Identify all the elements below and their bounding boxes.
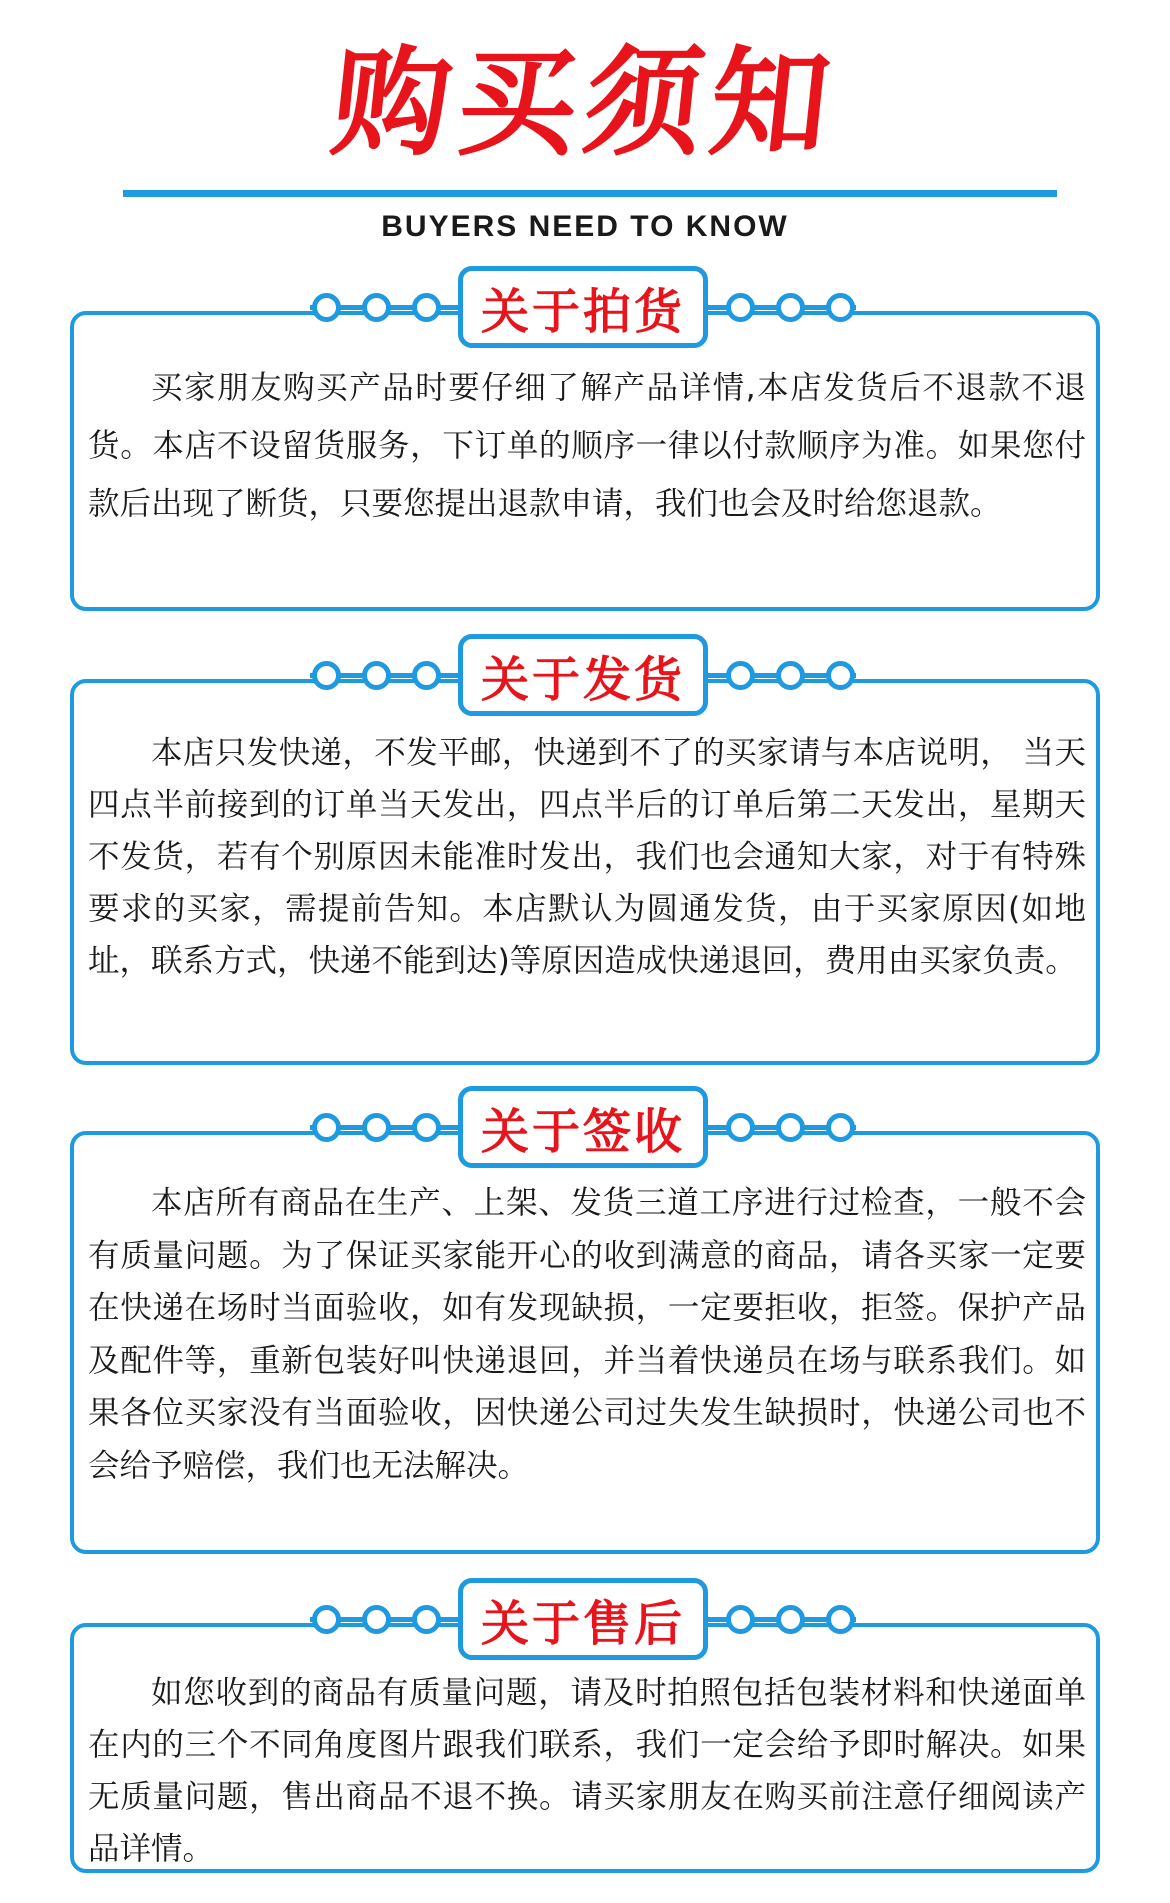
section-title: 关于签收 [480,1103,685,1160]
section-body: 本店所有商品在生产、上架、发货三道工序进行过检查，一般不会有质量问题。为了保证买家能开心的收到满意的商品，请各买家一定要在快递在场时当面验收，如有发现缺损，一定要拒收，拒签。保护产品及配件等，重新包装好叫快递退回，并当着快递员在场与联系我们。如果各位买家没有当面验收，因快递公司过失发生缺损时，快递公司也不会给予赔偿，我们也无法解决。 [88,1185,1086,1484]
page-title: 购买须知 [325,34,845,172]
decor-dot [312,661,341,690]
section-body: 买家朋友购买产品时要仔细了解产品详情,本店发货后不退款不退货。本店不设留货服务，下订单的顺序一律以付款顺序为准。如果您付款后出现了断货，只要您提出退款申请，我们也会及时给您退款。 [88,370,1086,522]
section-title-box [458,1086,708,1168]
page-subtitle: BUYERS NEED TO KNOW [381,210,789,243]
section-heading [70,1086,1100,1170]
decor-dot [826,1605,855,1634]
decor-dot [826,293,855,322]
decor-dot [312,1605,341,1634]
section-body: 本店只发快递，不发平邮，快递到不了的买家请与本店说明， 当天四点半前接到的订单当天发出，四点半后的订单后第二天发出，星期天不发货，若有个别原因未能准时发出，我们也会通知大家，对于有特殊要求的买家，需提前告知。本店默认为圆通发货，由于买家原因(如地址，联系方式，快递不能到达)等原因造成快递退回，费用由买家负责。 [88,735,1086,979]
decor-dot [412,1605,441,1634]
section-title: 关于拍货 [480,283,685,340]
decor-dot [776,293,805,322]
decor-dot [412,661,441,690]
decor-dot [776,1113,805,1142]
decor-dot [362,1605,391,1634]
decor-dot [362,1113,391,1142]
section-title-box [458,266,708,348]
section-title-box [458,634,708,716]
decor-dot [312,1113,341,1142]
section-title-box [458,1578,708,1660]
section-box [70,679,1100,1065]
section-heading [70,1578,1100,1662]
decor-dot [726,1113,755,1142]
section-title: 关于售后 [480,1595,685,1652]
section-heading [70,634,1100,718]
section-box [70,311,1100,611]
section-about-ordering [70,266,1100,616]
decor-dot [826,1113,855,1142]
decor-dot [362,661,391,690]
decor-dot [776,661,805,690]
decor-dot [362,293,391,322]
decor-dot [776,1605,805,1634]
decor-dot [312,293,341,322]
decor-dot [726,1605,755,1634]
decor-dot [726,293,755,322]
decor-dot [412,293,441,322]
decor-dot [412,1113,441,1142]
section-body: 如您收到的商品有质量问题，请及时拍照包括包装材料和快递面单在内的三个不同角度图片跟我们联系，我们一定会给予即时解决。如果无质量问题，售出商品不退不换。请买家朋友在购买前注意仔细阅读产品详情。 [88,1675,1086,1867]
section-heading [70,266,1100,350]
section-about-shipping [70,634,1100,1070]
decor-dot [826,661,855,690]
section-title: 关于发货 [480,651,685,708]
section-box [70,1131,1100,1554]
title-divider [123,190,1057,197]
section-after-sales [70,1578,1100,1878]
decor-dot [726,661,755,690]
section-about-receipt [70,1086,1100,1556]
